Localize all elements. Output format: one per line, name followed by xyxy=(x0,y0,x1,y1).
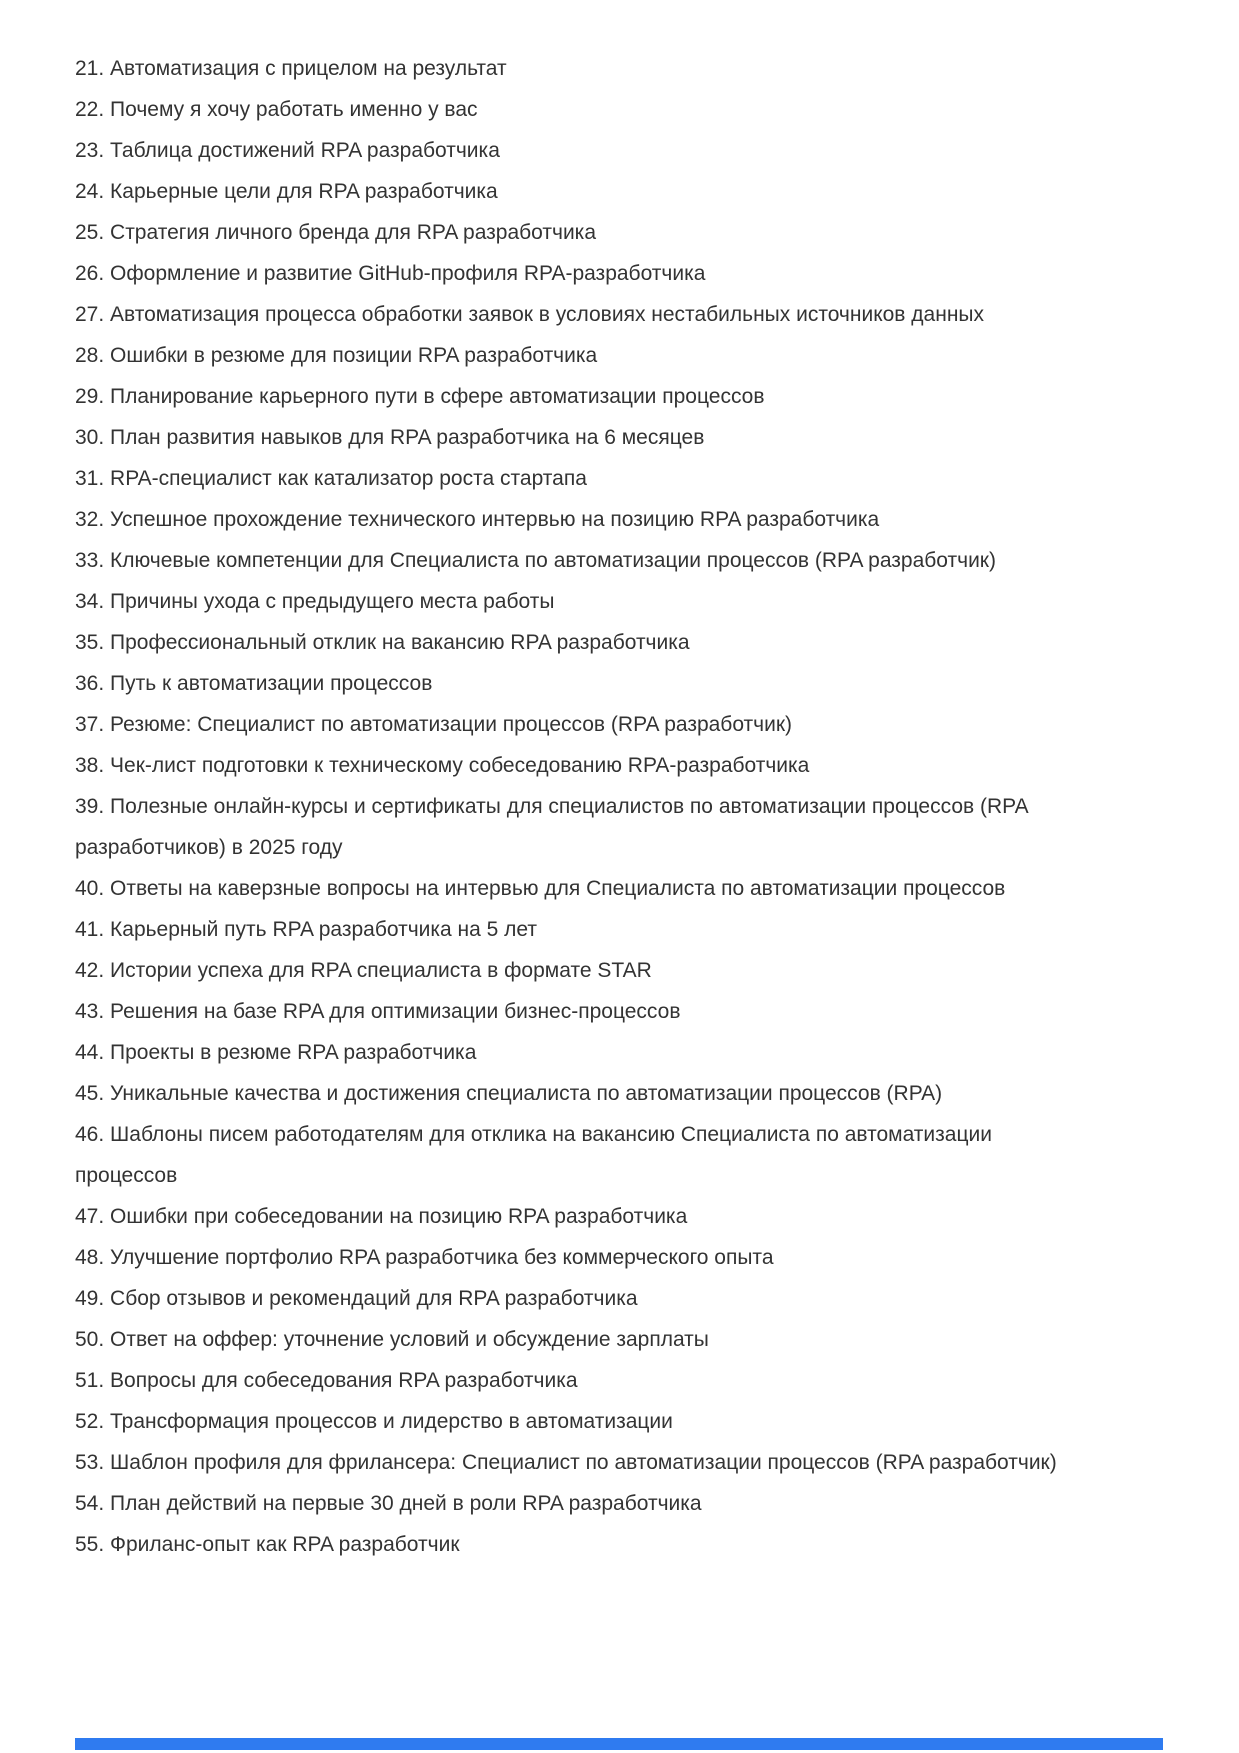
list-item: 21. Автоматизация с прицелом на результат xyxy=(75,57,507,80)
list-item: 54. План действий на первые 30 дней в роли RPA разработчика xyxy=(75,1492,702,1515)
list-item: 55. Фриланс-опыт как RPA разработчик xyxy=(75,1533,460,1556)
list-item: 43. Решения на базе RPA для оптимизации бизнес-процессов xyxy=(75,1000,681,1023)
list-item: 26. Оформление и развитие GitHub-профиля RPA-разработчика xyxy=(75,262,706,285)
list-item: 39. Полезные онлайн-курсы и сертификаты для специалистов по автоматизации процессов (RPA разработчиков) в 2025 году xyxy=(75,795,1028,859)
list-item: 51. Вопросы для собеседования RPA разработчика xyxy=(75,1369,578,1392)
list-item: 50. Ответ на оффер: уточнение условий и обсуждение зарплаты xyxy=(75,1328,709,1351)
list-item: 49. Сбор отзывов и рекомендаций для RPA разработчика xyxy=(75,1287,638,1310)
list-item: 22. Почему я хочу работать именно у вас xyxy=(75,98,478,121)
list-item: 28. Ошибки в резюме для позиции RPA разработчика xyxy=(75,344,598,367)
list-item: 31. RPA-специалист как катализатор роста стартапа xyxy=(75,467,587,490)
list-item: 24. Карьерные цели для RPA разработчика xyxy=(75,180,498,203)
list-item: 45. Уникальные качества и достижения специалиста по автоматизации процессов (RPA) xyxy=(75,1082,943,1105)
list-item: 37. Резюме: Специалист по автоматизации процессов (RPA разработчик) xyxy=(75,713,793,736)
list-item: 48. Улучшение портфолио RPA разработчика без коммерческого опыта xyxy=(75,1246,774,1269)
list-item: 29. Планирование карьерного пути в сфере автоматизации процессов xyxy=(75,385,765,408)
list-item: 35. Профессиональный отклик на вакансию RPA разработчика xyxy=(75,631,690,654)
list-item: 33. Ключевые компетенции для Специалиста по автоматизации процессов (RPA разработчик) xyxy=(75,549,996,572)
list-item: 27. Автоматизация процесса обработки заявок в условиях нестабильных источников данных xyxy=(75,303,985,326)
list-item: 42. Истории успеха для RPA специалиста в формате STAR xyxy=(75,959,652,982)
list-item: 25. Стратегия личного бренда для RPA разработчика xyxy=(75,221,597,244)
list-item: 52. Трансформация процессов и лидерство в автоматизации xyxy=(75,1410,673,1433)
list-item: 46. Шаблоны писем работодателям для отклика на вакансию Специалиста по автоматизации процессов xyxy=(75,1123,992,1187)
list-item: 40. Ответы на каверзные вопросы на интервью для Специалиста по автоматизации процессов xyxy=(75,877,1006,900)
list-item: 47. Ошибки при собеседовании на позицию RPA разработчика xyxy=(75,1205,688,1228)
list-item: 34. Причины ухода с предыдущего места работы xyxy=(75,590,555,613)
list-item: 23. Таблица достижений RPA разработчика xyxy=(75,139,500,162)
list-item: 38. Чек-лист подготовки к техническому собеседованию RPA-разработчика xyxy=(75,754,810,777)
list-item: 36. Путь к автоматизации процессов xyxy=(75,672,433,695)
list-item: 30. План развития навыков для RPA разработчика на 6 месяцев xyxy=(75,426,705,449)
list-item: 41. Карьерный путь RPA разработчика на 5 лет xyxy=(75,918,538,941)
list-item: 44. Проекты в резюме RPA разработчика xyxy=(75,1041,477,1064)
list-item: 53. Шаблон профиля для фрилансера: Специалист по автоматизации процессов (RPA разработчик) xyxy=(75,1451,1057,1474)
list-item: 32. Успешное прохождение технического интервью на позицию RPA разработчика xyxy=(75,508,880,531)
footer-accent-bar xyxy=(75,1738,1163,1750)
